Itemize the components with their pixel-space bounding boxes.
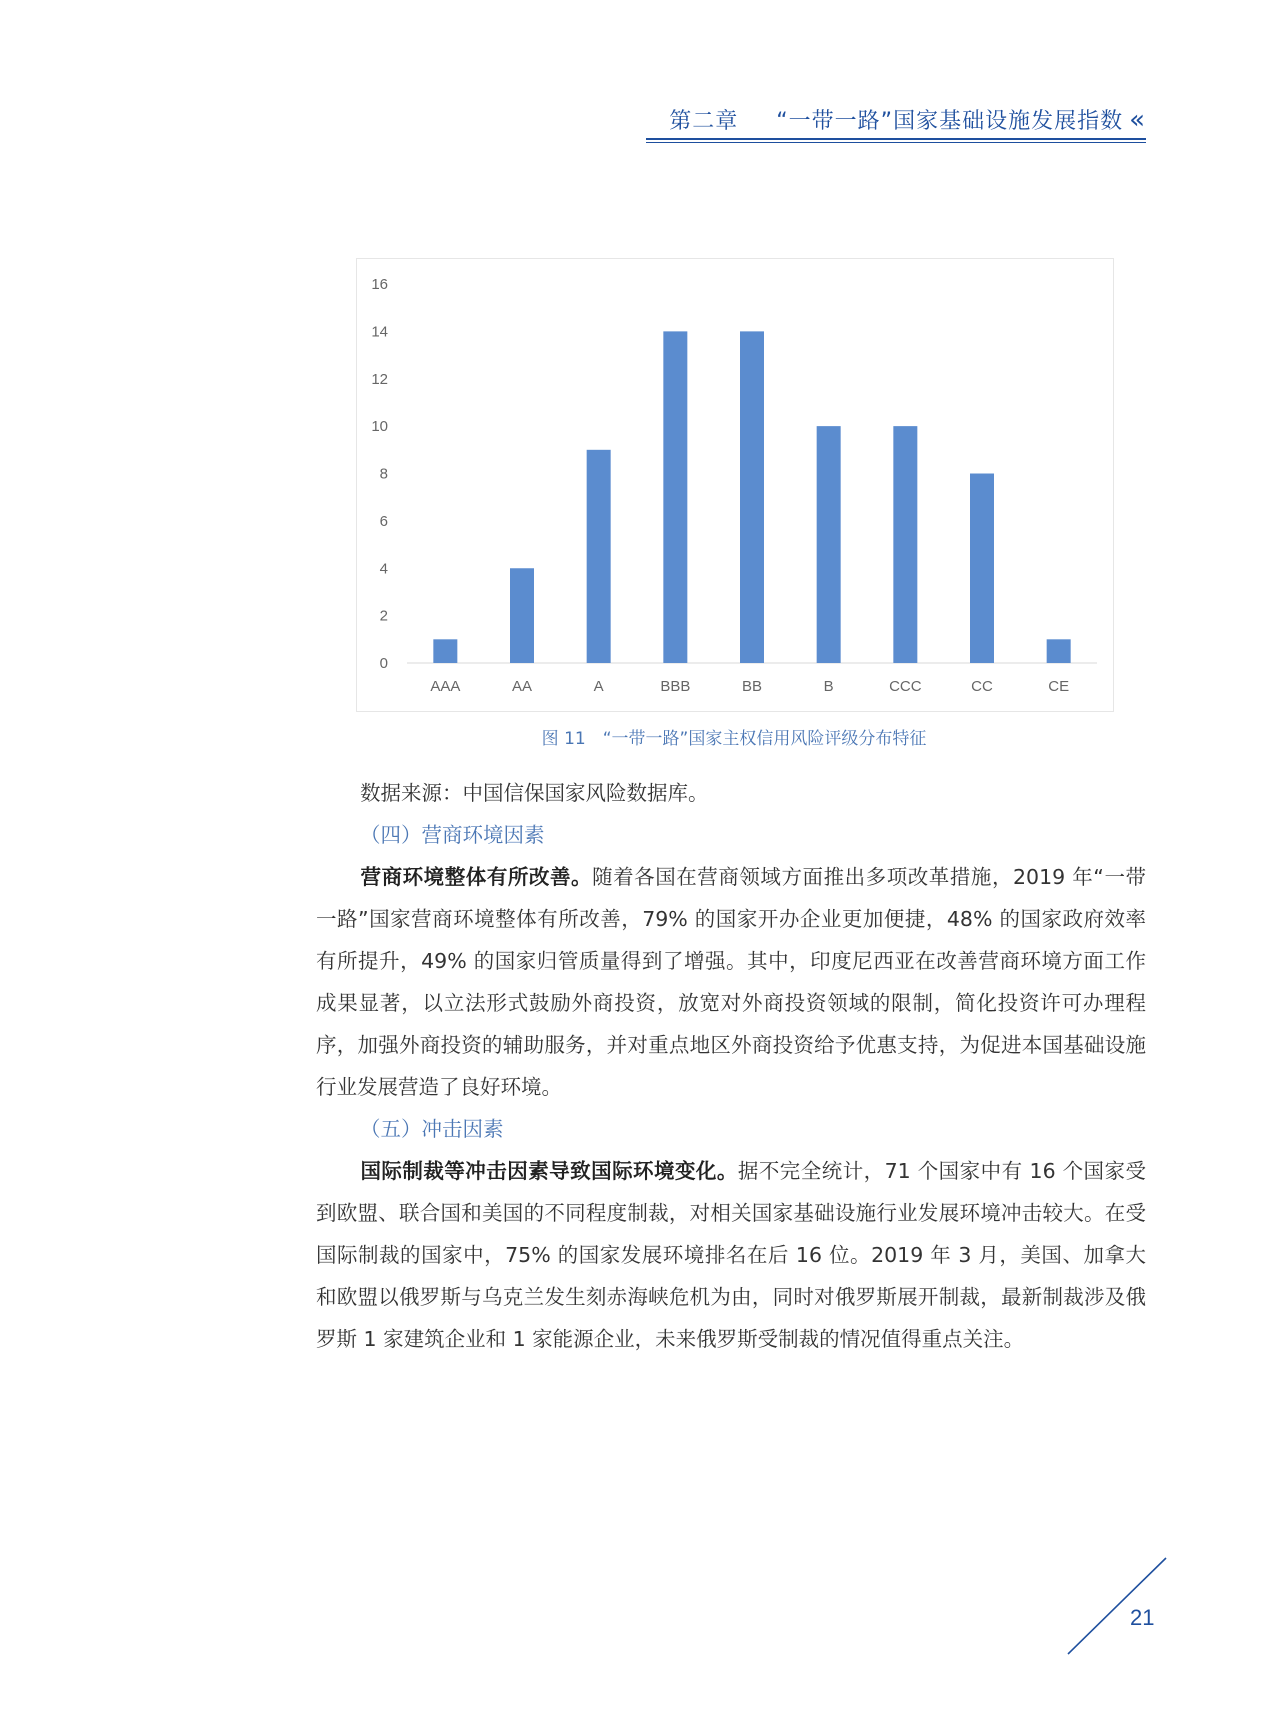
corner-decoration [1066,1556,1176,1656]
x-tick-label: B [823,678,834,695]
section-4-lead: 营商环境整体有所改善。 [360,865,593,889]
y-tick-label: 8 [379,465,388,483]
x-tick-label: AAA [430,678,461,695]
section-5-paragraph [316,1150,1146,1360]
y-tick-label: 16 [371,276,388,293]
y-tick-label: 14 [371,323,388,341]
section-5-lead: 国际制裁等冲击因素导致国际环境变化。 [360,1159,738,1183]
section-heading-5: （五）冲击因素 [360,1117,504,1141]
bar-ce [1047,639,1071,663]
y-tick-label: 10 [371,418,388,436]
header-rule-thin [646,142,1146,143]
section-4-text: 随着各国在营商领域方面推出多项改革措施，2019 年“一带一路”国家营商环境整体有所改善，79% 的国家开办企业更加便捷，48% 的国家政府效率有所提升，49% 的国家归管质量得到了增强。其中，印度尼西亚在改善营商环境方面工作成果显著，以立法形式鼓励外商投资，放宽对外商投资领域的限制，简化投资许可办理程序，加强外商投资的辅助服务，并对重点地区外商投资给予优惠支持，为促进本国基础设施行业发展营造了良好环境。 [316,865,1146,1099]
section-4-paragraph [316,856,1146,1108]
x-tick-label: AA [511,678,533,695]
y-tick-label: 2 [379,607,388,625]
bar-a [587,450,611,663]
header-marker-icon: « [1129,104,1146,135]
rating-chart [356,258,1114,712]
bar-bbb [663,331,687,663]
figure-caption: 图 11 “一带一路”国家主权信用风险评级分布特征 [541,729,927,749]
section-5-text: 据不完全统计，71 个国家中有 16 个国家受到欧盟、联合国和美国的不同程度制裁，对相关国家基础设施行业发展环境冲击较大。在受国际制裁的国家中，75% 的国家发展环境排名在后 16 位。2019 年 3 月，美国、加拿大和欧盟以俄罗斯与乌克兰发生刻赤海峡危机为由，同时对俄罗斯展开制裁，最新制裁涉及俄罗斯 1 家建筑企业和 1 家能源企业，未来俄罗斯受制裁的情况值得重点关注。 [316,1159,1146,1351]
x-tick-label: BB [741,678,763,695]
rating-chart-svg [357,259,1113,711]
x-tick-label: CC [971,678,993,695]
chapter-title: “一带一路”国家基础设施发展指数 [776,109,1124,134]
y-tick-label: 4 [379,560,388,578]
bar-ccc [893,426,917,663]
x-tick-label: A [593,678,604,695]
y-tick-label: 12 [371,370,388,388]
page-number: 21 [1130,1605,1155,1630]
bar-cc [970,474,994,664]
section-heading-4: （四）营商环境因素 [360,823,545,847]
y-tick-label: 6 [379,512,388,530]
y-tick-label: 0 [379,655,388,672]
x-tick-label: CCC [889,678,922,695]
bar-aa [510,568,534,663]
header-rule [646,138,1146,140]
bar-b [817,426,841,663]
x-tick-label: BBB [660,678,691,695]
x-tick-label: CE [1048,678,1070,695]
chapter-label: 第二章 [669,109,739,134]
data-source: 数据来源：中国信保国家风险数据库。 [360,781,709,805]
bar-aaa [433,639,457,663]
running-header [669,104,1146,135]
bar-bb [740,331,764,663]
